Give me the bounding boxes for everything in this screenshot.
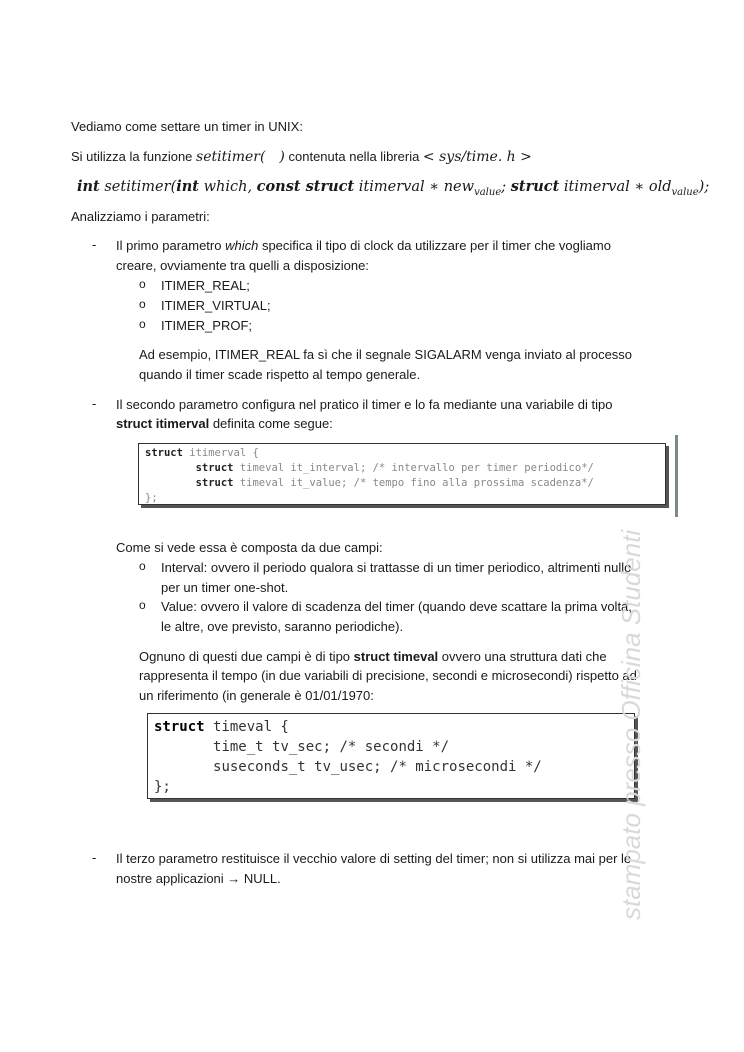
itimerval-code-block — [138, 443, 666, 505]
function-name: setitimer( — [196, 149, 266, 165]
sig-itimerval-new: itimerval ∗ new — [354, 179, 475, 195]
timeval-code-block — [147, 713, 635, 799]
param3-line2: nostre applicazioni → NULL. — [116, 871, 281, 886]
param2-dash: - — [92, 396, 97, 411]
timeval-line1 — [139, 648, 607, 666]
param1-dash: - — [92, 237, 97, 252]
field-interval-line2: per un timer one-shot. — [161, 580, 289, 595]
code-text: timeval it_interval; /* intervallo per timer periodico*/ — [233, 462, 594, 474]
list-item: ITIMER_VIRTUAL; — [161, 298, 271, 313]
param1-text-b: specifica il tipo di clock da utilizzare per il timer che vogliamo — [258, 238, 611, 253]
param1-which: which — [225, 238, 259, 253]
timeval-text-b: ovvero una struttura dati che — [438, 649, 607, 664]
code-text: time_t tv_sec; /* secondi */ — [213, 739, 450, 755]
example-line2: quando il timer scade rispetto al tempo generale. — [139, 367, 421, 382]
bullet-o-icon: o — [139, 317, 146, 331]
timeval-text-a: Ognuno di questi due campi è di tipo — [139, 649, 354, 664]
sig-old-sub: value — [671, 186, 699, 198]
sig-name: setitimer( — [99, 179, 177, 195]
code-text: itimerval { — [182, 447, 259, 459]
watermark-text: stampato presso Officina Studenti — [616, 529, 646, 920]
sig-itimerval-old: itimerval ∗ old — [559, 179, 672, 195]
sig-which: which, — [198, 179, 257, 195]
list-item: ITIMER_PROF; — [161, 318, 253, 333]
param2-struct-itimerval: struct itimerval — [116, 416, 210, 431]
code-keyword: struct — [195, 462, 234, 474]
library-name: < sys/time. h > — [422, 149, 532, 165]
sig-new-sub: value — [474, 186, 502, 198]
code-text: timeval { — [204, 719, 289, 735]
timeval-line2: rappresenta il tempo (in due variabili di precisione, secondi e microsecondi) rispetto ad — [139, 668, 637, 683]
bullet-o-icon: o — [139, 277, 146, 291]
field-value-line1: Value: ovvero il valore di scadenza del timer (quando deve scattare la prima volta, — [161, 599, 632, 614]
param2-line2 — [116, 415, 333, 433]
param1-line2: creare, ovviamente tra quelli a disposizione: — [116, 258, 369, 273]
sig-struct: struct — [510, 178, 560, 195]
param2-line2-rest: definita come segue: — [209, 416, 333, 431]
bullet-o-icon: o — [139, 297, 146, 311]
sig-int: int — [77, 178, 100, 195]
bullet-o-icon: o — [139, 559, 146, 573]
timeval-line3: un riferimento (in generale è 01/01/1970: — [139, 688, 374, 703]
code-text: }; — [145, 492, 158, 504]
list-item: ITIMER_REAL; — [161, 278, 250, 293]
margin-bar — [675, 435, 678, 517]
code-keyword: struct — [195, 477, 234, 489]
param3-dash: - — [92, 850, 97, 865]
sig-int2: int — [176, 178, 199, 195]
sig-end: ); — [698, 179, 710, 195]
sig-semi: ; — [501, 179, 511, 195]
bullet-o-icon: o — [139, 598, 146, 612]
code-keyword: struct — [154, 719, 205, 735]
param1-text-a: Il primo parametro — [116, 238, 226, 253]
field-interval-line1: Interval: ovvero il periodo qualora si trattasse di un timer periodico, altrimenti nullo — [161, 560, 632, 575]
function-close: ) — [279, 149, 285, 165]
param1-line1 — [116, 237, 611, 255]
code-text: suseconds_t tv_usec; /* microsecondi */ — [213, 759, 542, 775]
timeval-struct: struct timeval — [353, 649, 439, 664]
sig-const-struct: const struct — [256, 178, 355, 195]
code-text: }; — [154, 779, 171, 795]
code-text: timeval it_value; /* tempo fino alla prossima scadenza*/ — [233, 477, 594, 489]
code-keyword: struct — [145, 447, 183, 459]
function-signature — [77, 178, 709, 202]
field-value-line2: le altre, ove previsto, saranno periodiche). — [161, 619, 404, 634]
library-line — [71, 148, 532, 166]
param3-line1: Il terzo parametro restituisce il vecchio valore di setting del timer; non si utilizza mai per le — [116, 851, 632, 866]
analyze-text: Analizziamo i parametri: — [71, 209, 210, 224]
intro-text: Vediamo come settare un timer in UNIX: — [71, 119, 303, 134]
example-line1: Ad esempio, ITIMER_REAL fa sì che il segnale SIGALARM venga inviato al processo — [139, 347, 633, 362]
library-prefix: Si utilizza la funzione — [71, 149, 197, 164]
fields-intro: Come si vede essa è composta da due campi: — [116, 540, 383, 555]
param2-line1: Il secondo parametro configura nel pratico il timer e lo fa mediante una variabile di tipo — [116, 397, 613, 412]
library-middle: contenuta nella libreria — [284, 149, 423, 164]
